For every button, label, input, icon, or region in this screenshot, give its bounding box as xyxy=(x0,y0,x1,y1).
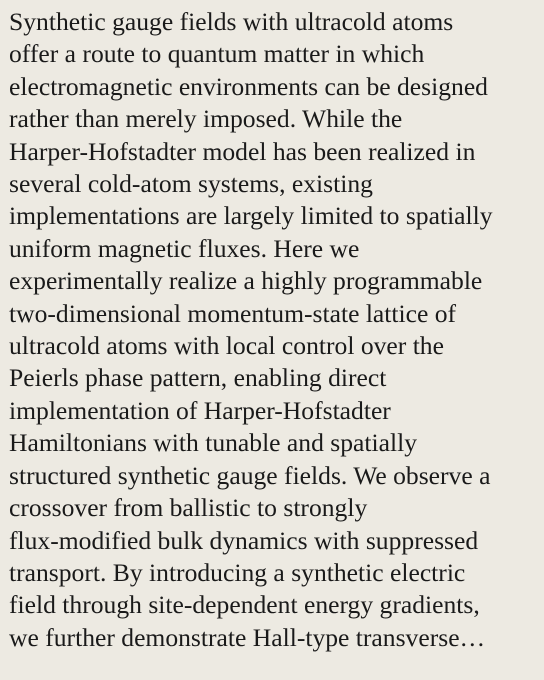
abstract-line: offer a route to quantum matter in which xyxy=(9,39,425,69)
abstract-text xyxy=(9,0,544,654)
abstract-line: crossover from ballistic to strongly xyxy=(9,493,368,523)
abstract-line: structured synthetic gauge fields. We observe a xyxy=(9,460,491,490)
abstract-line: Peierls phase pattern, enabling direct xyxy=(9,363,387,393)
abstract-line: several cold-atom systems, existing xyxy=(9,169,373,199)
abstract-line: uniform magnetic fluxes. Here we xyxy=(9,233,360,263)
abstract-line: we further demonstrate Hall-type transverse… xyxy=(9,622,486,652)
abstract-line: flux-modified bulk dynamics with suppressed xyxy=(9,525,479,555)
abstract-line: two-dimensional momentum-state lattice of xyxy=(9,298,457,328)
abstract-line: electromagnetic environments can be designed xyxy=(9,71,488,101)
abstract-line: rather than merely imposed. While the xyxy=(9,104,403,134)
abstract-line: experimentally realize a highly programmable xyxy=(9,266,483,296)
abstract-line: Harper-Hofstadter model has been realized in xyxy=(9,136,476,166)
abstract-line: transport. By introducing a synthetic electric xyxy=(9,557,466,587)
abstract-line: implementations are largely limited to spatially xyxy=(9,201,493,231)
abstract-line: Synthetic gauge fields with ultracold atoms xyxy=(9,7,454,36)
abstract-line: ultracold atoms with local control over the xyxy=(9,331,444,361)
abstract-line: Hamiltonians with tunable and spatially xyxy=(9,428,418,458)
abstract-line: field through site-dependent energy gradients, xyxy=(9,590,480,620)
abstract-line: implementation of Harper-Hofstadter xyxy=(9,395,391,425)
